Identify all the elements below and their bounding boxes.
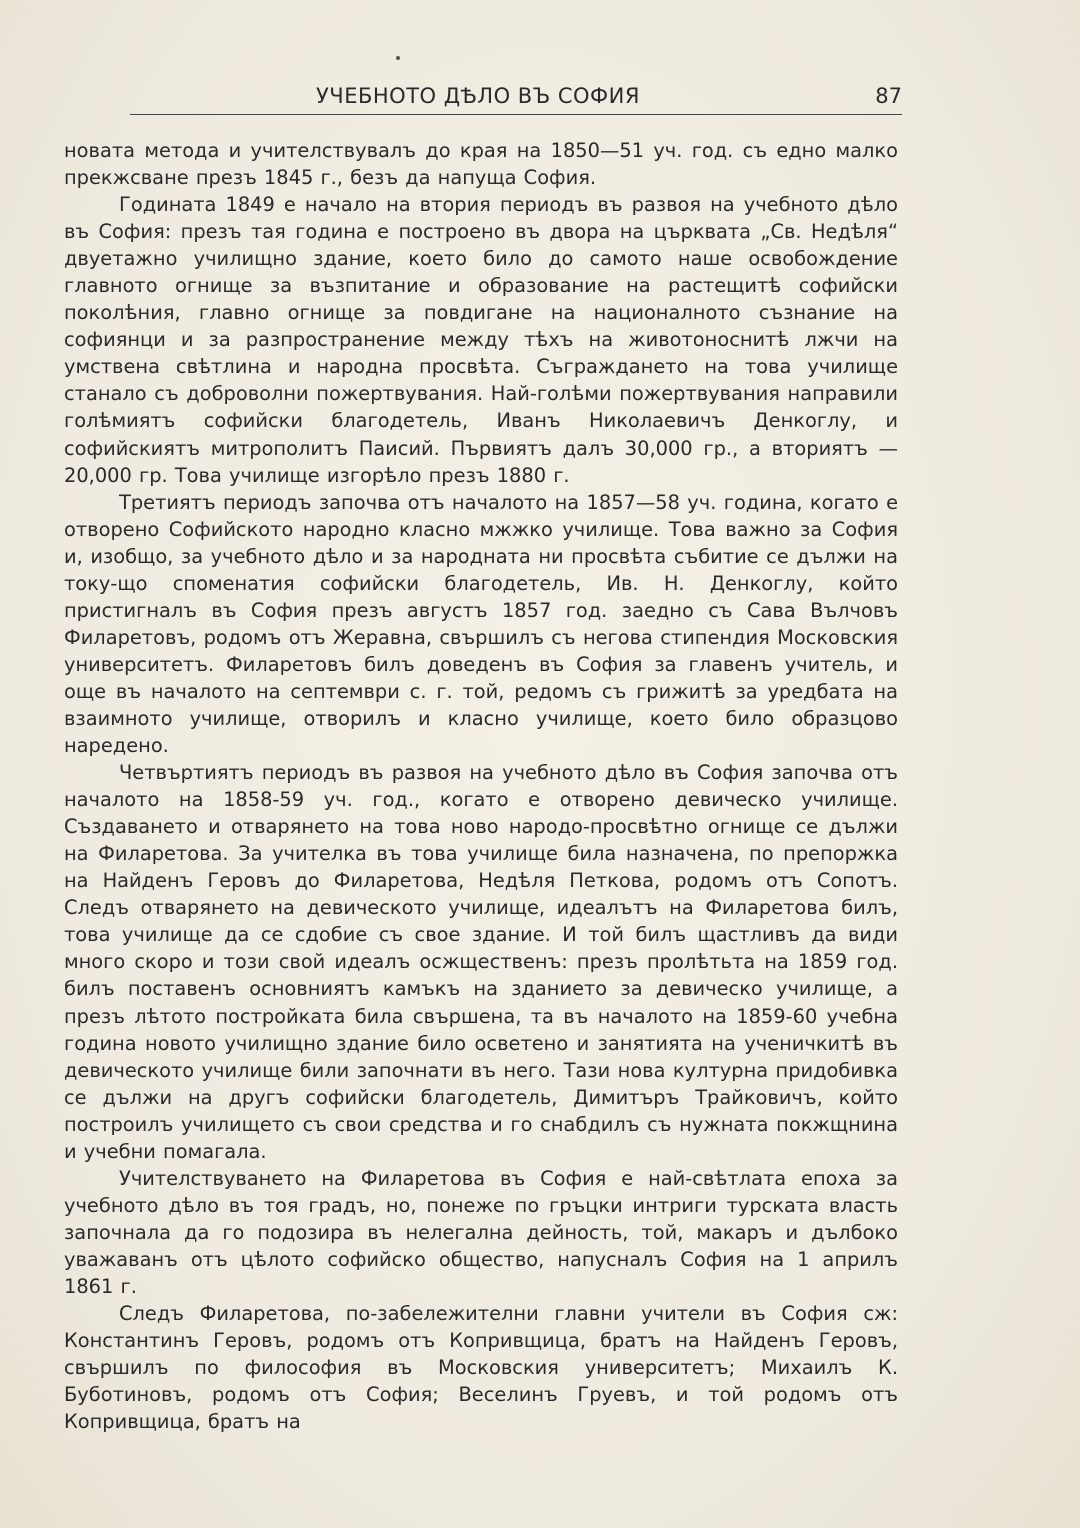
page-number: 87 [875,84,902,108]
header-rule [130,114,902,115]
paragraph-continuation: новата метода и учителствувалъ до края на 1850—51 уч. год. съ едно малко прекжсване презъ 1845 г., безъ да напуща София. [64,139,898,190]
paragraph-third-period: Третиятъ периодъ започва отъ началото на 1857—58 уч. година, когато е отворено Софийското народно класно мжжко училище. Това важно за София и, изобщо, за учебното дѣло и за народната ни просвѣта събитие се дължи на току-що споменатия софийски благодетель, Ив. Н. Денкоглу, който пристигналъ въ София презъ августъ 1857 год. заедно съ Сава Вълчовъ Филаретовъ, родомъ отъ Жеравна, свършилъ съ негова стипендия Московския университетъ. Филаретовъ билъ доведенъ въ София за главенъ учитель, и още въ началото на септември с. г. той, редомъ съ грижитѣ за уредбата на взаимното училище, отворилъ и класно училище, което било образцово наредено. [64,490,898,758]
page-header [130,84,902,120]
paragraph-later-teachers: Следъ Филаретова, по-забележителни главни учители въ София сж: Константинъ Геровъ, родомъ отъ Копривщица, братъ на Найденъ Геровъ, свършилъ по философия въ Московския университетъ; Михаилъ К. Буботиновъ, родомъ отъ София; Веселинъ Груевъ, и той родомъ отъ Копривщица, братъ на [64,1302,898,1434]
paragraph-second-period: Годината 1849 е начало на втория периодъ въ развоя на учебното дѣло въ София: презъ тая година е построено въ двора на църквата „Св. Недѣля“ двуетажно училищно здание, което било до самото наше освобождение главното огнище за възпитание и образование на растещитѣ софийски поколѣния, главно огнище за повдигане на националното съзнание на софиянци и за разпространение между тѣхъ на животоноснитѣ лжчи на умствена свѣтлина и народна просвѣта. Съграждането на това училище станало съ доброволни пожертвувания. Най-голѣми пожертвувания направили голѣмиятъ софийски благодетель, Иванъ Николаевичъ Денкоглу, и софийскиятъ митрополитъ Паисий. Първиятъ далъ 30,000 гр., а вториятъ — 20,000 гр. Това училище изгорѣло презъ 1880 г. [64,193,898,487]
paragraph-filaretov-tenure: Учителствуването на Филаретова въ София е най-свѣтлата епоха за учебното дѣло въ тоя градъ, но, понеже по гръцки интриги турската власть започнала да го подозира въ нелегална дейность, той, макаръ и дълбоко уважаванъ отъ цѣлото софийско общество, напусналъ София на 1 априлъ 1861 г. [64,1166,898,1298]
body-text [64,137,898,1435]
running-title: УЧЕБНОТО ДѢЛО ВЪ СОФИЯ [316,84,640,108]
ink-speck [396,56,400,60]
paragraph-fourth-period: Четвъртиятъ периодъ въ развоя на учебното дѣло въ София започва отъ началото на 1858-59 уч. год., когато е отворено девическо училище. Създаването и отварянето на това ново народо-просвѣтно огнище се дължи на Филаретова. За учителка въ това училище била назначена, по препоржка на Найденъ Геровъ до Филаретова, Недѣля Петкова, родомъ отъ Сопотъ. Следъ отварянето на девическото училище, идеалътъ на Филаретова билъ, това училище да се сдобие съ свое здание. И той билъ щастливъ да види много скоро и този свой идеалъ осжщественъ: презъ пролѣтьта на 1859 год. билъ поставенъ основниятъ камъкъ на зданието за девическо училище, а презъ лѣтото постройката била свършена, та въ началото на 1859-60 учебна година новото училищно здание било осветено и занятията на ученичкитѣ въ девическото училище били започнати въ него. Тази нова културна придобивка се дължи на другъ софийски благодетель, Димитъръ Трайковичъ, който построилъ училището съ свои средства и го снабдилъ съ нужната покжщнина и учебни помагала. [64,761,898,1163]
